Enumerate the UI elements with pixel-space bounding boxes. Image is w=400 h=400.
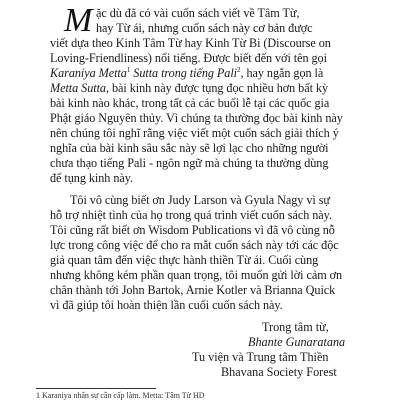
footnote-text: 1 Karaniya nhấn sự cần cấp làm. Metta: Tâm Từ HD: [36, 391, 205, 400]
term-metta-sutta: Metta Sutta: [50, 81, 106, 95]
text-line: nhưng không kém phần quan trọng, tôi muốn gửi lời cảm ơn: [50, 268, 343, 282]
text-line: để tụng kinh này.: [50, 171, 133, 185]
term-karaniya-metta: Karaniya Metta: [50, 66, 127, 80]
text-line: chân thành tới John Bartok, Arnie Kotler và Brianna Quick: [50, 283, 336, 297]
footnote-ref-2: 2: [237, 65, 241, 74]
text-line: nên chúng tôi nghĩ rằng việc viết một cuốn sách giải thích ý: [50, 126, 339, 140]
text-line: bài kinh nào khác, trong tất cả các buổi lễ tại các quốc gia: [50, 96, 330, 110]
text-line: hay Từ ái, nhưng cuốn sách này cơ bản được: [96, 21, 313, 35]
text-line: Loving-Friendliness) nổi tiếng. Được biết đến với tên gọi: [50, 51, 327, 65]
footnote-ref-1: 1: [126, 65, 131, 74]
signature-org: Tu viện và Trung tâm Thiền: [192, 350, 329, 364]
signature-name: Bhante Gunaratana: [248, 335, 346, 349]
text-fragment: , bài kinh này được tụng đọc nhiều hơn bất kỳ: [105, 81, 329, 95]
text-line: Tôi cũng rất biết ơn Wisdom Publications vì đã vô cùng nỗ: [50, 223, 335, 237]
text-line: Tôi vô cùng biết ơn Judy Larson và Gyula Nagy vì sự: [70, 193, 330, 207]
text-line: [50, 66, 323, 81]
text-line: giả quan tâm đến việc thực hành thiền Từ ái. Cuối cùng: [50, 253, 319, 267]
term-sutta: Sutta trong tiếng Pali: [130, 66, 238, 80]
text-line: vì đã giúp tôi hoàn thiện lần cuối cuốn sách này.: [50, 298, 283, 312]
text-line: nghĩa của bài kinh sâu sắc này sẽ lợi lạc cho những người: [50, 141, 329, 155]
signature-place: Bhavana Society Forest: [221, 365, 337, 379]
text-line: Phật giáo Nguyên thủy. Vì chúng ta thường đọc bài kinh này: [50, 111, 343, 125]
text-line: chưa thạo tiếng Pali - ngôn ngữ mà chúng ta thường dùng: [50, 156, 329, 170]
text-line: lực trong công việc để cho ra mắt cuốn sách này tới các độc: [50, 238, 339, 252]
text-fragment: , hay ngắn gọn là: [240, 66, 324, 80]
text-line: [50, 81, 328, 96]
text-line: hỗ trợ nhiệt tình của họ trong quá trình viết cuốn sách này.: [50, 208, 332, 222]
footnote-divider: [36, 388, 156, 389]
text-line: ặc dù đã có vài cuốn sách viết về Tâm Từ,: [96, 6, 300, 20]
drop-cap: M: [64, 2, 93, 39]
text-line: viết dựa theo Kinh Tâm Từ hay Kinh Từ Bi (Discourse on: [50, 36, 331, 50]
signature-closing: Trong tâm từ,: [262, 320, 329, 334]
